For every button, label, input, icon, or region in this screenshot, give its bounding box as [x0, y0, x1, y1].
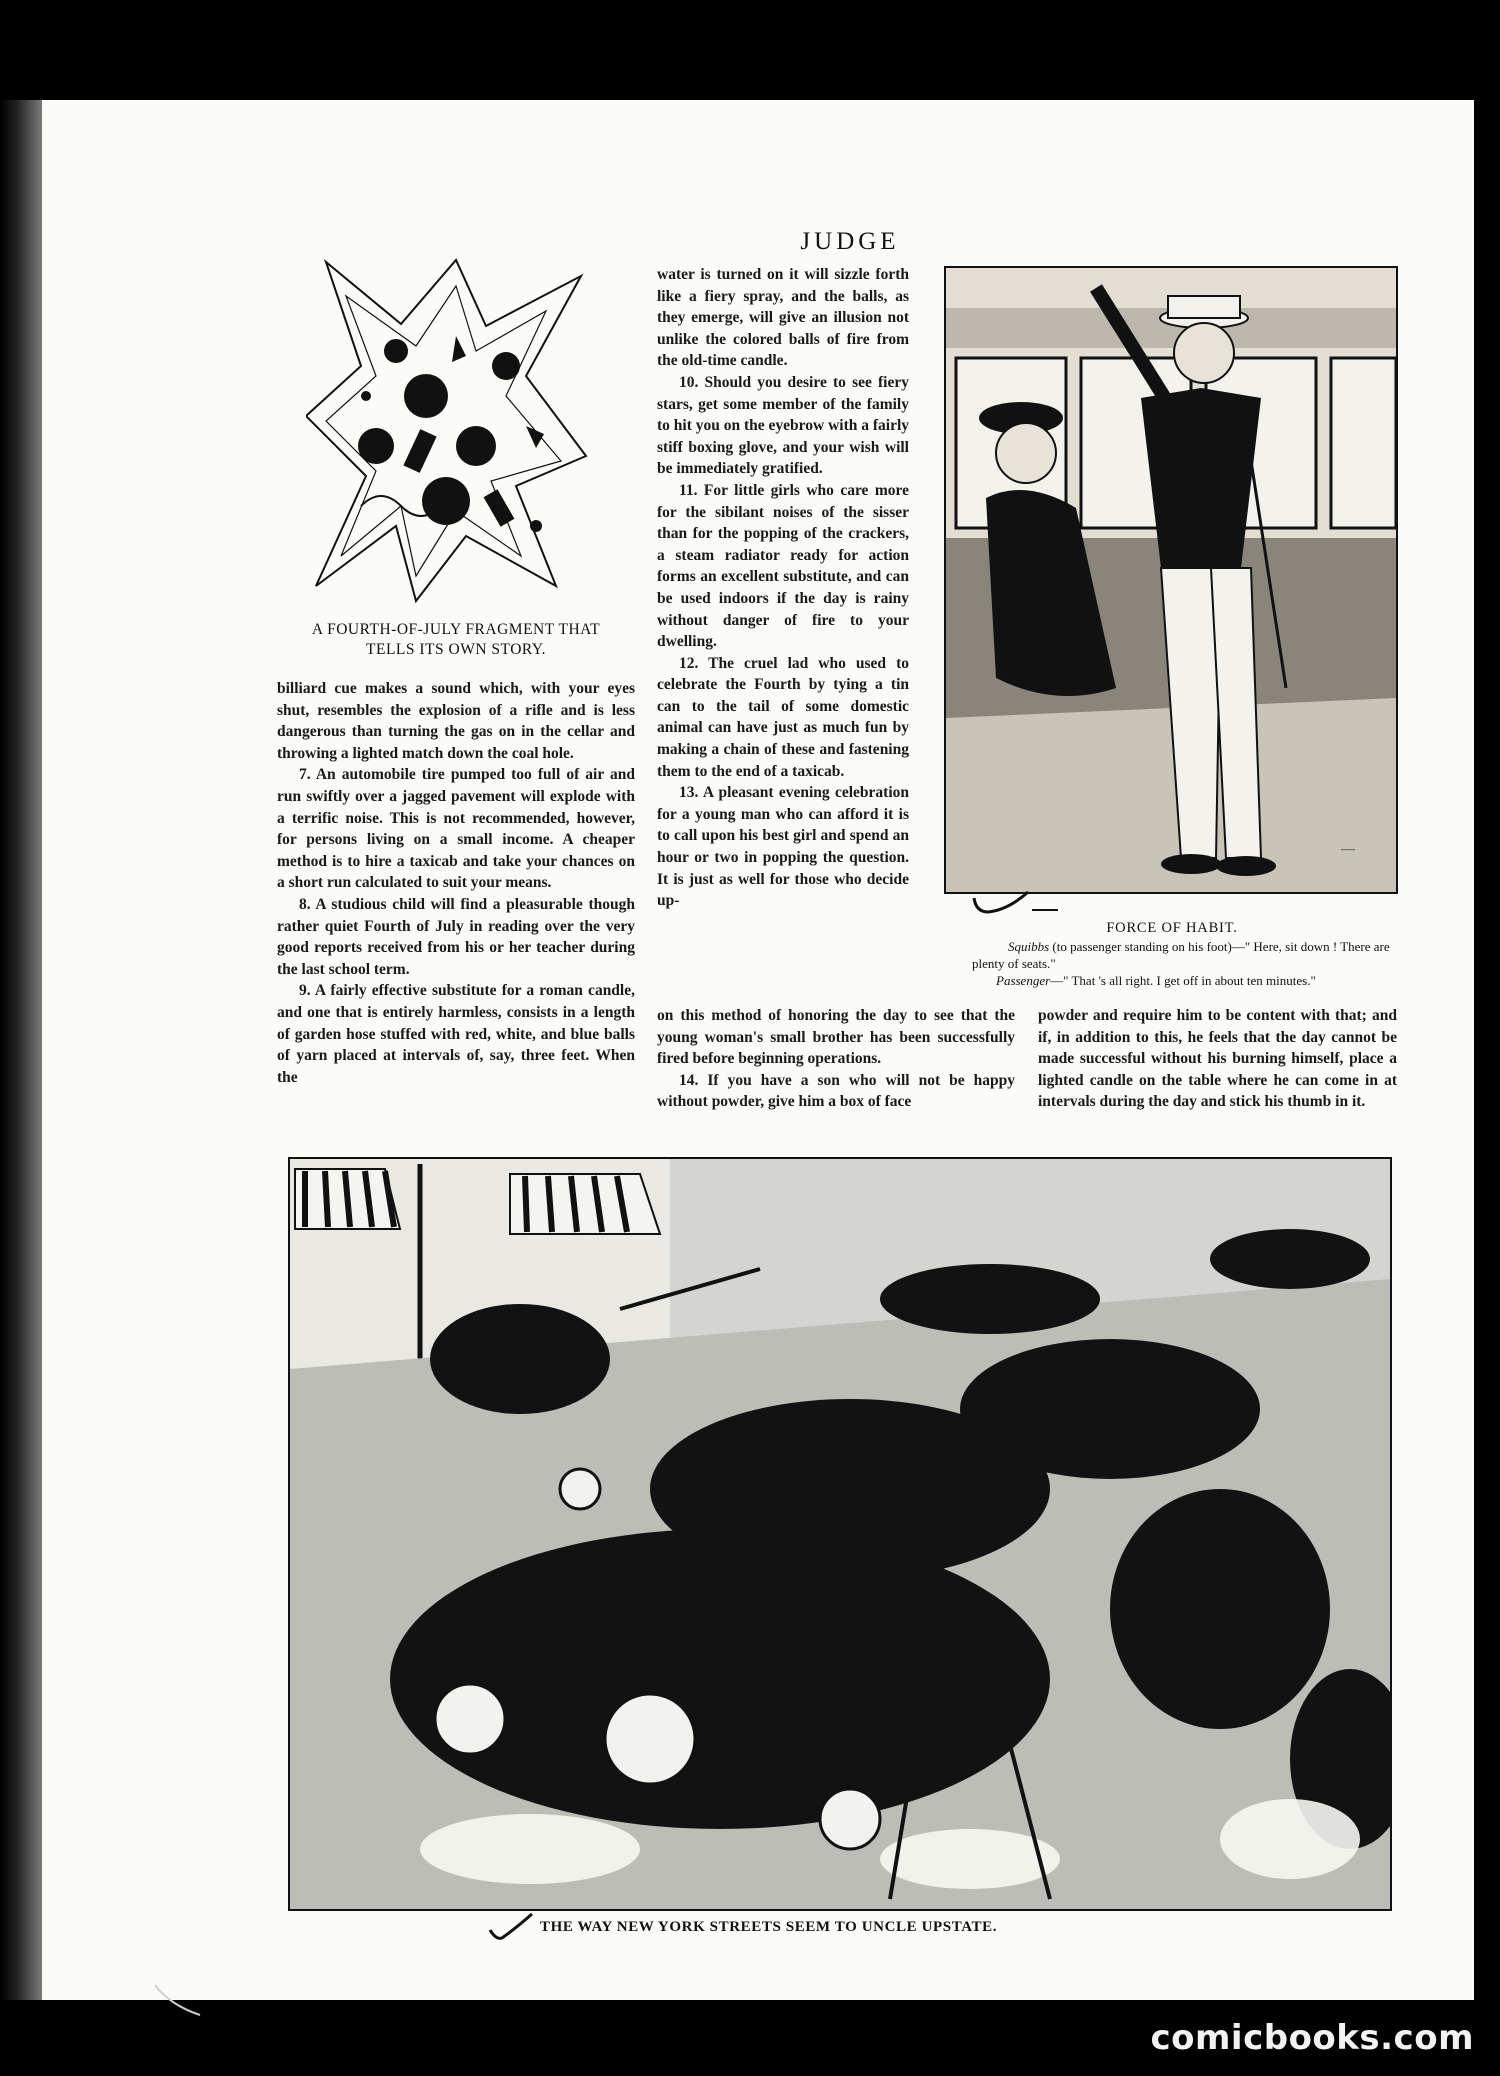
fragment-caption-line-2: TELLS ITS OWN STORY. [366, 641, 546, 658]
check-mark-icon [970, 890, 1060, 916]
speaker-name: Passenger [996, 973, 1051, 988]
paragraph: 11. For little girls who care more for the sibilant noises of the sisser than for the popping of the crackers, a steam radiator ready for action forms an excellent substitute, and can be used indoors if the day is rainy without danger of fire to your dwelling. [657, 481, 909, 651]
paragraph: on this method of honoring the day to see that the young woman's small brother has been successfully fired before beginning operations. [657, 1007, 1015, 1068]
article-column-1 [277, 678, 635, 1088]
new-york-streets-illustration [288, 1157, 1392, 1911]
dialog-text: —" That 's all right. I get off in about ten minutes." [1050, 973, 1316, 988]
force-of-habit-title: FORCE OF HABIT. [1106, 920, 1238, 936]
speaker-name: Squibbs [1008, 939, 1050, 954]
paragraph: 7. An automobile tire pumped too full of air and run swiftly over a jagged pavement will explode with a terrific noise. This is not recommended, however, for persons living on a small income. A cheaper method is to hire a taxicab and take your chances on a short run calculated to suit your means. [277, 766, 635, 892]
fragment-caption-line-1: A FOURTH-OF-JULY FRAGMENT THAT [311, 621, 601, 638]
paragraph: water is turned on it will sizzle forth like a fiery spray, and the balls, as they emerge, will give an illusion not unlike the colored balls of fire from the old-time candle. [657, 266, 909, 370]
new-york-caption: THE WAY NEW YORK STREETS SEEM TO UNCLE UPSTATE. [540, 1919, 998, 1935]
site-watermark: comicbooks.com [1150, 2018, 1474, 2058]
masthead: JUDGE [800, 228, 900, 255]
fragment-caption [280, 620, 632, 660]
binding-crease [0, 100, 42, 2000]
article-column-4 [1038, 1005, 1397, 1113]
article-column-2 [657, 264, 909, 912]
paragraph: 12. The cruel lad who used to celebrate the Fourth by tying a tin can to the tail of some domestic animal can have just as much fun by making a chain of these and fastening them to the end of a taxicab. [657, 654, 909, 780]
dialog-line-1 [972, 938, 1392, 972]
paragraph: 14. If you have a son who will not be happy without powder, give him a box of face [657, 1071, 1015, 1111]
force-of-habit-dialog [972, 938, 1392, 989]
margin-pencil-mark [150, 1980, 210, 2020]
paragraph: 8. A studious child will find a pleasurable though rather quiet Fourth of July in reading over the very good reports received from his or her teacher during the last school term. [277, 895, 635, 978]
paragraph: 9. A fairly effective substitute for a roman candle, and one that is entirely harmless, consists in a length of garden hose stuffed with red, white, and blue balls of yarn placed at intervals of, say, three feet. When the [277, 982, 635, 1086]
paragraph: 13. A pleasant evening celebration for a young man who can afford it is to call upon his best girl and spend an hour or two in popping the question. It is just as well for those who decide up- [657, 784, 909, 910]
dialog-line-2 [972, 972, 1392, 989]
svg-text:—: — [1341, 842, 1355, 857]
dialog-text: (to passenger standing on his foot)—" Here, sit down ! There are plenty of seats." [972, 939, 1390, 971]
paragraph: powder and require him to be content with that; and if, in addition to this, he feels that the day cannot be made successful without his burning himself, place a lighted candle on the table where he can come in at intervals during the day and stick his thumb in it. [1038, 1007, 1397, 1111]
check-mark-icon [486, 1908, 536, 1942]
paragraph: 10. Should you desire to see fiery stars, get some member of the family to hit you on the eyebrow with a fairly stiff boxing glove, and your wish will be immediately gratified. [657, 373, 910, 478]
force-of-habit-illustration [944, 266, 1398, 894]
article-column-3 [657, 1005, 1015, 1113]
fourth-of-july-fragment-illustration [306, 256, 596, 604]
paragraph: billiard cue makes a sound which, with your eyes shut, resembles the explosion of a rifle and is less dangerous than turning the gas on in the cellar and throwing a lighted match down the coal hole. [277, 680, 635, 762]
